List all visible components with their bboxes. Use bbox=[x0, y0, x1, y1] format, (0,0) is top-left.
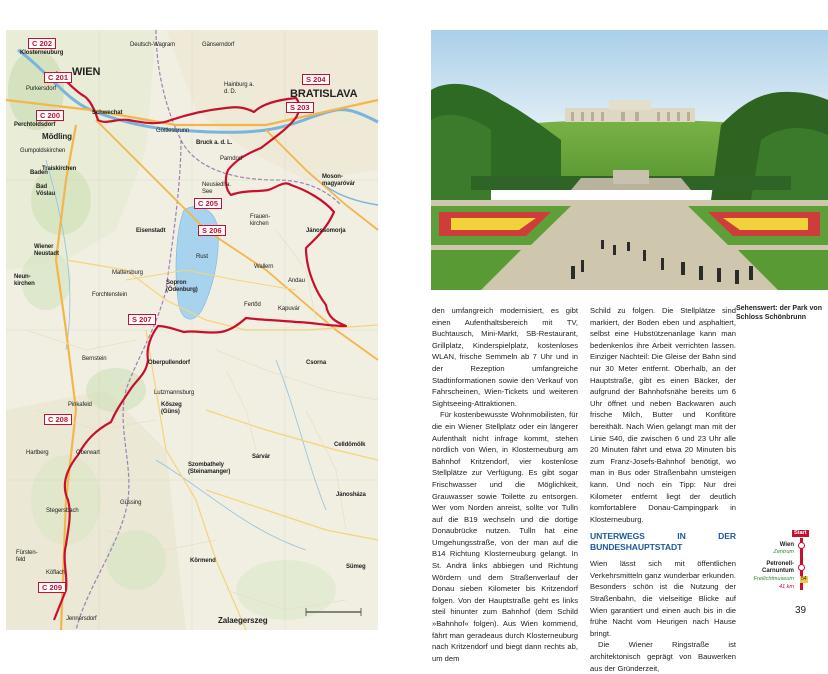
city-label: Göttlesbrunn bbox=[156, 128, 190, 134]
paragraph: Die Wiener Ringstraße ist architektonisch geprägt von Bauwerken aus der Gründerzeit, bbox=[590, 640, 736, 673]
photo-graphic bbox=[431, 30, 828, 290]
city-label: Sopron (Ödenburg) bbox=[166, 280, 198, 293]
city-label: Neusiedl a. See bbox=[202, 182, 231, 195]
legend-stop-sub: Zentrum bbox=[773, 549, 794, 555]
city-label: Körmend bbox=[190, 558, 216, 564]
paragraph: den umfangreich modernisiert, es gibt einen Aufenthaltsbereich mit TV, Buchtausch, Mini-Markt, SB-Restaurant, Grillplatz, Kinderspielplatz, kostenloses WLAN, frische Semmeln ab 7 Uhr und in der Rezeption umfangreiche Stadtinformationen sowie den Verkauf von Fahrscheinen, Wien-Tickets und weiteren Sightseeing-Attraktionen. bbox=[432, 306, 578, 408]
schoenbrunn-photo bbox=[431, 30, 828, 290]
city-label: WIEN bbox=[72, 66, 101, 78]
legend-stop-name: Wien bbox=[779, 542, 794, 548]
city-label: Oberpullendorf bbox=[148, 360, 190, 366]
photo-caption: Sehenswert: der Park von Schloss Schönbrunn bbox=[736, 305, 822, 321]
stage-label: S 207 bbox=[128, 314, 156, 325]
city-label: Sárvár bbox=[252, 454, 271, 460]
city-label: Jánosháza bbox=[336, 492, 366, 498]
city-label: Csorna bbox=[306, 360, 327, 366]
stage-label: C 201 bbox=[44, 72, 72, 83]
city-label: Lutzmannsburg bbox=[154, 390, 195, 396]
article-column-2 bbox=[590, 305, 736, 674]
city-label: Wiener Neustadt bbox=[34, 244, 59, 257]
stage-label: S 204 bbox=[302, 74, 330, 85]
article-column-1 bbox=[432, 305, 578, 664]
city-label: Köflach bbox=[46, 570, 66, 576]
city-label: Purkersdorf bbox=[26, 86, 56, 92]
city-label: Eisenstadt bbox=[136, 228, 166, 234]
city-label: Szombathely (Steinamanger) bbox=[188, 462, 231, 475]
paragraph: Schild zu folgen. Die Stellplätze sind markiert, der Boden eben und asphaltiert, selbst eine Hubstützenanlage kann man bedenkenlos ihre Arbeit verrichten lassen. Einziger Nachteil: Die Gleise der Bahn sind nur 30 Meter entfernt. Oberhalb, an der Hauptstraße, gibt es einen Bäcker, der aufgrund der Bahnhofsnähe bereits um 6 Uhr öffnet und neben Backwaren auch frische Milch, Butter und Konfitüre bereithält. Nach Wien gelangt man mit der Linie S40, die zwischen 6 und 23 Uhr alle 20 Minuten fährt und etwa 20 Minuten bis zum Franz-Josefs-Bahnhof benötigt, wo man in Bus oder Straßenbahn umsteigen kann. Und noch ein Tipp: Nur drei Kilometer entfernt liegt der deutlich komfortablere Donau-Campingpark in Klosterneuburg. bbox=[590, 306, 736, 524]
city-label: Deutsch-Wagram bbox=[130, 42, 176, 48]
city-label: Jennersdorf bbox=[66, 616, 97, 622]
city-label: Zalaegerszeg bbox=[218, 616, 268, 625]
city-label: Pinkafeld bbox=[68, 402, 92, 408]
city-label: Sümeg bbox=[346, 564, 366, 570]
city-label: Rust bbox=[196, 254, 208, 260]
city-label: Frauen-kirchen bbox=[250, 214, 271, 227]
city-label: Gumpoldskirchen bbox=[20, 148, 66, 154]
city-label: Kapuvár bbox=[278, 306, 300, 312]
legend-stop-marker bbox=[798, 564, 805, 571]
paragraph: Für kostenbewusste Wohnmobilisten, für die ein Wiener Stellplatz oder ein längerer Aufenthalt nicht infrage kommt, stehen nördlich von Wien, in Klosterneuburg am Bahnhof Kritzendorf, vier kostenlose Stellplätze zur Verfügung. Es gibt sogar Frischwasser und die Möglichkeit, Grauwasser sowie Toilette zu entsorgen. Wer vom Norden anreist, sollte vor Tulln auf die B19 wechseln und die dortige Donaubrücke nutzen. Tulln hat eine Umgehungsstraße, von der man auf die B14 Richtung Klosterneuburg gelangt. In St. Andrä links abbiegen und Richtung Wördern und dem Straßenverlauf der Donau sieben Kilometer bis Kritzendorf folgen. Von der Hauptstraße geht es links steil hinunter zum Bahnhof (dem Schild »Bahnhof« folgen). Aus Wien kommend, fährt man geradeaus durch Klosterneuburg nach Kritzendorf und biegt dann rechts ab, um dem bbox=[432, 410, 578, 663]
city-label: Klosterneuburg bbox=[20, 50, 64, 56]
city-label: Hartberg bbox=[26, 450, 49, 456]
stage-label: C 205 bbox=[194, 198, 222, 209]
city-label: Bad Vöslau bbox=[36, 184, 56, 197]
legend-km-box: 54 bbox=[801, 576, 807, 582]
city-label: BRATISLAVA bbox=[290, 88, 358, 100]
city-label: Gänserndorf bbox=[202, 42, 235, 48]
stage-label: S 206 bbox=[198, 225, 226, 236]
legend-start-badge: Start bbox=[794, 530, 807, 536]
stage-label: C 202 bbox=[28, 38, 56, 49]
city-label: Baden bbox=[30, 170, 48, 176]
page-number: 39 bbox=[795, 605, 807, 616]
city-label: Moson-magyaróvár bbox=[322, 174, 356, 187]
city-label: Schwechat bbox=[92, 110, 123, 116]
city-label: Wallern bbox=[254, 264, 274, 270]
city-label: Neun-kirchen bbox=[14, 274, 35, 287]
city-label: Celldömölk bbox=[334, 442, 366, 448]
city-label: Parndorf bbox=[220, 156, 243, 162]
city-label: Fertőd bbox=[244, 302, 261, 308]
legend-stop-name: Petronell-Carnuntum bbox=[762, 561, 794, 574]
stage-label: S 203 bbox=[286, 102, 314, 113]
route-legend bbox=[744, 530, 807, 595]
stage-label: C 200 bbox=[36, 110, 64, 121]
city-label: Jánossomorja bbox=[306, 228, 346, 234]
city-label: Mödling bbox=[42, 132, 72, 141]
city-label: Traiskirchen bbox=[42, 166, 77, 172]
city-label: Forchtenstein bbox=[92, 292, 128, 298]
paragraph: Wien lässt sich mit öffentlichen Verkehrsmitteln ganz wunderbar erkunden. Besonders schön ist die Nutzung der Straßenbahn, die vielseitige Blicke auf Wien garantiert und einen auch bis in die frühe Nacht vom Heurigen nach Hause bringt. bbox=[590, 559, 736, 638]
section-heading: UNTERWEGS IN DER BUNDESHAUPTSTADT bbox=[590, 531, 736, 553]
city-label: Fürsten-feld bbox=[16, 550, 38, 563]
city-label: Güssing bbox=[120, 500, 142, 506]
legend-stop-marker bbox=[798, 542, 805, 549]
legend-stop-sub: Freilichtmuseum bbox=[753, 576, 794, 582]
city-label: Mattersburg bbox=[112, 270, 143, 276]
city-label: Perchtoldsdorf bbox=[14, 122, 56, 128]
city-label: Stegersbach bbox=[46, 508, 79, 514]
city-label: Bruck a. d. L. bbox=[196, 140, 233, 146]
stage-label: C 209 bbox=[38, 582, 66, 593]
city-label: Bernstein bbox=[82, 356, 107, 362]
city-label: Kőszeg (Güns) bbox=[161, 402, 182, 415]
stage-label: C 208 bbox=[44, 414, 72, 425]
city-label: Hainburg a. d. D. bbox=[224, 82, 254, 95]
city-label: Oberwart bbox=[76, 450, 100, 456]
city-label: Andau bbox=[288, 278, 305, 284]
legend-distance: 41 km bbox=[779, 584, 794, 590]
route-map bbox=[6, 30, 378, 630]
